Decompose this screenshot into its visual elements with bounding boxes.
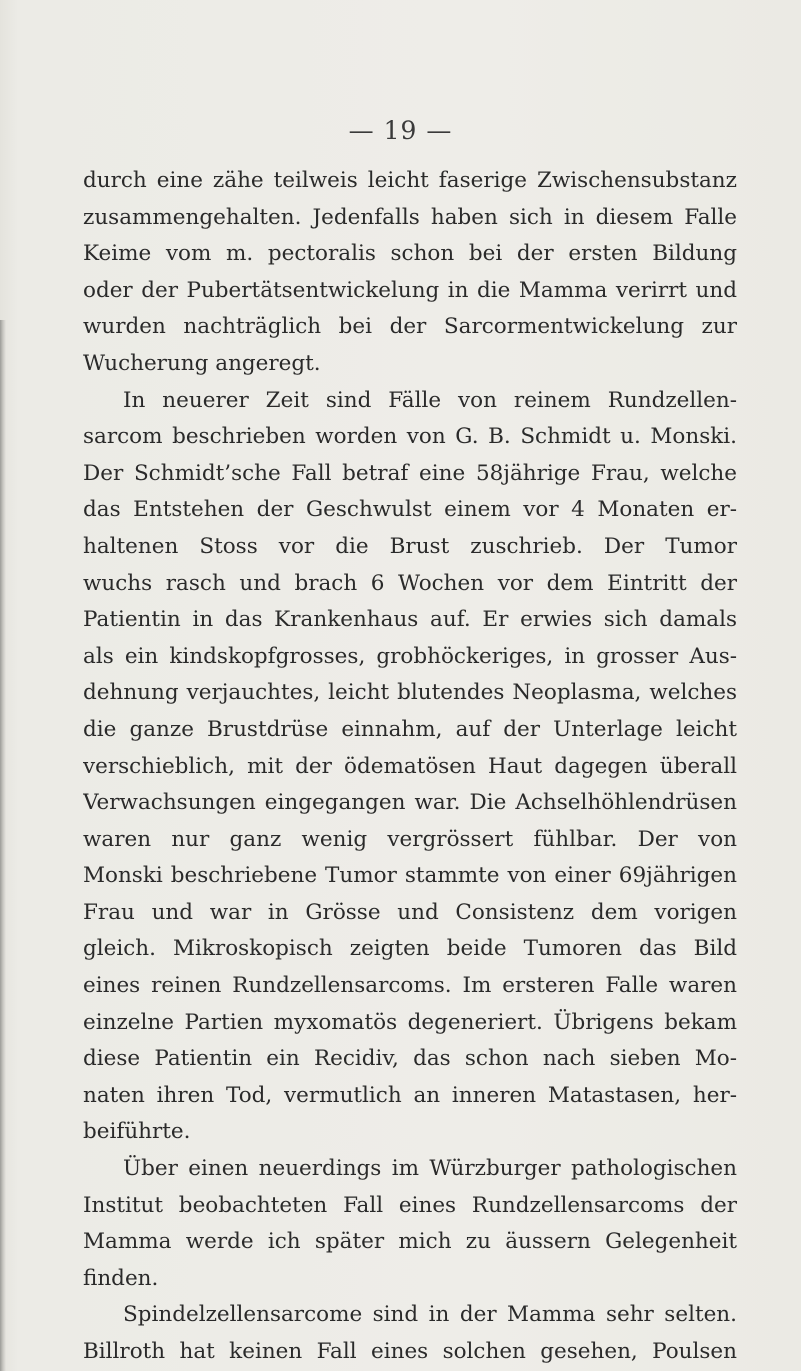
text-line: beiführte. xyxy=(83,1119,191,1145)
text-line: Institut beobachteten Fall eines Rundzellensarcoms der xyxy=(83,1192,737,1218)
text-line: Frau und war in Grösse und Consistenz dem vorigen xyxy=(83,899,737,925)
text-line: wuchs rasch und brach 6 Wochen vor dem Eintritt der xyxy=(83,570,737,596)
text-line: Über einen neuerdings im Würzburger pathologischen xyxy=(123,1156,737,1182)
text-line: Spindelzellensarcome sind in der Mamma sehr selten. xyxy=(123,1302,737,1328)
text-line: eines reinen Rundzellensarcoms. Im ersteren Falle waren xyxy=(83,973,737,999)
text-line: haltenen Stoss vor die Brust zuschrieb. Der Tumor xyxy=(83,533,737,559)
text-line: die ganze Brustdrüse einnahm, auf der Unterlage leicht xyxy=(83,716,737,742)
text-line: Keime vom m. pectoralis schon bei der ersten Bildung xyxy=(83,241,737,267)
text-line: Monski beschriebene Tumor stammte von einer 69jährigen xyxy=(83,863,737,889)
text-line: Wucherung angeregt. xyxy=(83,350,321,376)
text-line: dehnung verjauchtes, leicht blutendes Neoplasma, welches xyxy=(83,680,737,706)
text-line: verschieblich, mit der ödematösen Haut dagegen überall xyxy=(83,753,737,779)
body-text xyxy=(83,163,737,1371)
text-line: Mamma werde ich später mich zu äussern Gelegenheit xyxy=(83,1229,737,1255)
text-line: diese Patientin ein Recidiv, das schon nach sieben Mo- xyxy=(83,1046,737,1072)
text-line: Patientin in das Krankenhaus auf. Er erwies sich damals xyxy=(83,607,737,633)
page-number: — 19 — xyxy=(348,116,453,145)
text-line: als ein kindskopfgrosses, grobhöckeriges, in grosser Aus- xyxy=(83,643,737,669)
text-line: gleich. Mikroskopisch zeigten beide Tumoren das Bild xyxy=(83,936,737,962)
text-line: In neuerer Zeit sind Fälle von reinem Rundzellen- xyxy=(123,387,737,413)
text-line: Der Schmidt’sche Fall betraf eine 58jährige Frau, welche xyxy=(83,460,737,486)
text-line: oder der Pubertätsentwickelung in die Mamma verirrt und xyxy=(83,277,737,303)
text-line: einzelne Partien myxomatös degeneriert. Übrigens bekam xyxy=(83,1009,737,1035)
text-line: das Entstehen der Geschwulst einem vor 4 Monaten er- xyxy=(83,497,737,523)
text-line: waren nur ganz wenig vergrössert fühlbar. Der von xyxy=(83,826,737,852)
text-line: wurden nachträglich bei der Sarcormentwickelung zur xyxy=(83,314,737,340)
text-line: finden. xyxy=(83,1265,159,1291)
text-line: zusammengehalten. Jedenfalls haben sich in diesem Falle xyxy=(83,204,737,230)
text-line: durch eine zähe teilweis leicht faserige Zwischensubstanz xyxy=(83,168,737,193)
text-line: naten ihren Tod, vermutlich an inneren Matastasen, her- xyxy=(83,1082,737,1108)
text-line: Billroth hat keinen Fall eines solchen gesehen, Poulsen xyxy=(83,1339,737,1364)
text-line: sarcom beschrieben worden von G. B. Schmidt u. Monski. xyxy=(83,424,737,450)
text-line: Verwachsungen eingegangen war. Die Achselhöhlendrüsen xyxy=(83,790,737,816)
binding-edge xyxy=(0,320,6,1371)
